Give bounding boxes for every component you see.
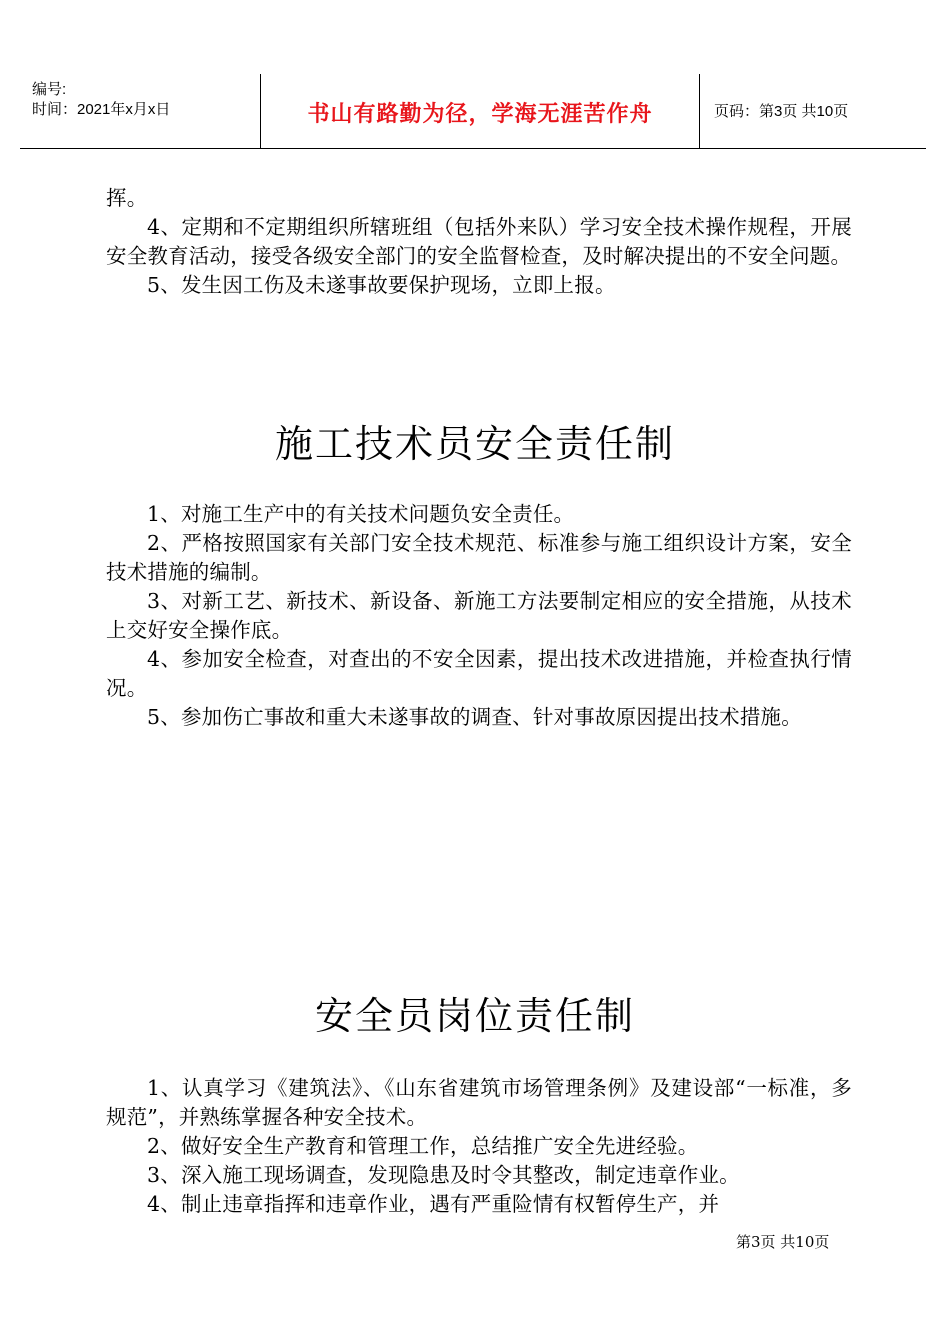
section-1-body — [106, 184, 852, 300]
header-meta-cell — [20, 74, 261, 148]
paragraph: 1、对施工生产中的有关技术问题负安全责任。 — [147, 502, 575, 526]
section-2-title: 施工技术员安全责任制 — [274, 422, 675, 466]
header-motto-cell — [261, 74, 700, 148]
document-time-label: 时间：2021年x月x日 — [32, 101, 171, 118]
paragraph: 2、严格按照国家有关部门安全技术规范、标准参与施工组织设计方案，安全技术措施的编制。 — [106, 531, 852, 584]
section-3-title: 安全员岗位责任制 — [314, 994, 635, 1038]
paragraph: 4、制止违章指挥和违章作业，遇有严重险情有权暂停生产，并 — [147, 1192, 720, 1216]
paragraph: 4、参加安全检查，对查出的不安全因素，提出技术改进措施，并检查执行情况。 — [106, 647, 852, 700]
paragraph: 5、参加伤亡事故和重大未遂事故的调查、针对事故原因提出技术措施。 — [147, 705, 802, 729]
section-2-body — [106, 500, 852, 732]
paragraph: 5、发生因工伤及未遂事故要保护现场，立即上报。 — [147, 273, 616, 297]
paragraph: 1、认真学习《建筑法》、《山东省建筑市场管理条例》及建设部“一标准，多规范”，并熟练掌握各种安全技术。 — [106, 1076, 852, 1129]
page-header — [20, 74, 926, 149]
page-footer: 第3页 共10页 — [736, 1233, 830, 1251]
header-page-code: 页码：第3页 共10页 — [714, 103, 849, 120]
paragraph: 3、深入施工现场调查，发现隐患及时令其整改，制定违章作业。 — [147, 1163, 740, 1187]
paragraph: 4、定期和不定期组织所辖班组（包括外来队）学习安全技术操作规程，开展安全教育活动，接受各级安全部门的安全监督检查，及时解决提出的不安全问题。 — [106, 215, 852, 268]
header-page-cell — [700, 74, 926, 148]
section-3-body — [106, 1074, 852, 1219]
document-number-label: 编号: — [32, 81, 67, 98]
paragraph: 挥。 — [106, 186, 148, 210]
paragraph: 3、对新工艺、新技术、新设备、新施工方法要制定相应的安全措施，从技术上交好安全操作底。 — [106, 589, 852, 642]
paragraph: 2、做好安全生产教育和管理工作，总结推广安全先进经验。 — [147, 1134, 699, 1158]
header-motto: 书山有路勤为径，学海无涯苦作舟 — [307, 101, 653, 126]
